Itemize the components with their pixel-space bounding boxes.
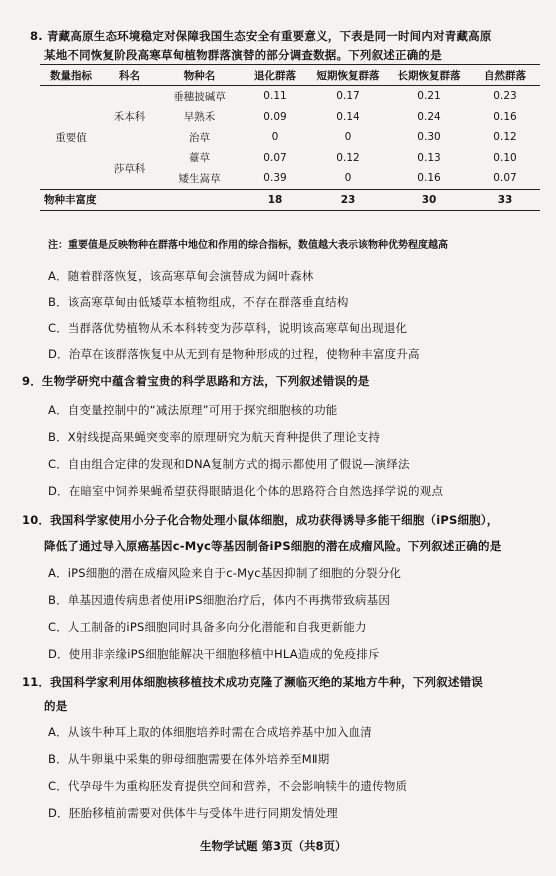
q10-stem-line1: 10．我国科学家使用小分子化合物处理小鼠体细胞，成功获得诱导多能干细胞（iPS细胞）， — [22, 513, 499, 527]
q11-option-d: D．胚胎移植前需要对供体牛与受体牛进行同期发情处理 — [48, 806, 338, 820]
header-cell: 长期恢复群落 — [388, 65, 470, 86]
richness-label: 物种丰富度 — [40, 189, 242, 211]
value-cell: 0 — [344, 131, 352, 144]
table-row — [40, 86, 540, 107]
value-cell: 0.12 — [336, 151, 360, 164]
header-cell: 退化群落 — [242, 65, 308, 86]
q11-stem-line1: 11．我国科学家利用体细胞核移植技术成功克隆了濒临灭绝的某地方牛种，下列叙述错误 — [22, 675, 483, 689]
value-cell: 0 — [344, 172, 352, 185]
value-cell: 30 — [388, 189, 470, 211]
q11-stem-line2: 的是 — [44, 699, 68, 713]
q8-option-c: C．当群落优势植物从禾本科转变为莎草科，说明该高寒草甸出现退化 — [48, 321, 408, 335]
species-cell: 垂穗披碱草 — [173, 90, 226, 103]
q8-stem-line1: 8. 青藏高原生态环境稳定对保障我国生态安全有重要意义，下表是同一时间内对青藏高原 — [30, 29, 492, 43]
q8-option-b: B．该高寒草甸由低矮草本植物组成，不存在群落垂直结构 — [48, 295, 349, 309]
q9-option-a: A．自变量控制中的“减法原理”可用于探究细胞核的功能 — [48, 403, 338, 417]
value-cell: 23 — [308, 189, 388, 211]
header-cell: 自然群落 — [470, 65, 540, 86]
value-cell: 0.14 — [336, 110, 360, 123]
page-footer: 生物学试题 第3页（共8页） — [200, 839, 347, 853]
value-cell: 0.24 — [417, 110, 441, 123]
q10-stem-line2: 降低了通过导入原癌基因c-Myc等基因制备iPS细胞的潜在成瘤风险。下列叙述正确的是 — [44, 539, 502, 553]
species-cell: 薹草 — [189, 152, 210, 165]
value-cell: 0.07 — [493, 172, 517, 185]
header-cell: 物种名 — [157, 65, 242, 86]
header-cell: 短期恢复群落 — [308, 65, 388, 86]
group-label: 重要值 — [55, 131, 87, 144]
value-cell: 0.30 — [417, 131, 441, 144]
table-row-richness — [40, 189, 540, 211]
q11-option-b: B．从牛卵巢中采集的卵母细胞需要在体外培养至MⅡ期 — [48, 752, 330, 766]
header-cell: 数量指标 — [40, 65, 102, 86]
q10-option-b: B．单基因遗传病患者使用iPS细胞治疗后，体内不再携带致病基因 — [48, 593, 391, 607]
value-cell: 0.23 — [493, 90, 517, 103]
q10-option-d: D．使用非亲缘iPS细胞能解决干细胞移植中HLA造成的免疫排斥 — [48, 647, 380, 661]
value-cell: 0.16 — [493, 110, 517, 123]
q11-option-a: A．从该牛种耳上取的体细胞培养时需在合成培养基中加入血清 — [48, 725, 372, 739]
value-cell: 0.09 — [263, 110, 287, 123]
q9-option-c: C．自由组合定律的发现和DNA复制方式的揭示都使用了假说—演绎法 — [48, 457, 410, 471]
value-cell: 18 — [242, 189, 308, 211]
species-cell: 矮生嵩草 — [178, 172, 221, 185]
value-cell: 0.10 — [493, 151, 517, 164]
family-label: 莎草科 — [113, 162, 146, 175]
value-cell: 0 — [271, 131, 279, 144]
value-cell: 0.39 — [263, 172, 287, 185]
value-cell: 0.17 — [336, 90, 360, 103]
q9-option-d: D．在暗室中饲养果蝇希望获得眼睛退化个体的思路符合自然选择学说的观点 — [48, 484, 444, 498]
value-cell: 0.13 — [417, 151, 441, 164]
q8-table-note: 注：重要值是反映物种在群落中地位和作用的综合指标，数值越大表示该物种优势程度越高 — [48, 240, 448, 251]
table-header-row — [40, 65, 540, 86]
q10-option-c: C．人工制备的iPS细胞同时具备多向分化潜能和自我更新能力 — [48, 620, 367, 634]
q8-stem-line2: 某地不同恢复阶段高寒草甸植物群落演替的部分调查数据。下列叙述正确的是 — [44, 48, 442, 62]
q8-option-d: D．治草在该群落恢复中从无到有是物种形成的过程，使物种丰富度升高 — [48, 347, 420, 361]
header-cell: 科名 — [102, 65, 157, 86]
value-cell: 0.16 — [417, 172, 441, 185]
value-cell: 33 — [470, 189, 540, 211]
q9-stem: 9．生物学研究中蕴含着宝贵的科学思路和方法，下列叙述错误的是 — [22, 374, 370, 388]
value-cell: 0.21 — [417, 90, 441, 103]
q8-data-table — [40, 64, 540, 211]
value-cell: 0.07 — [263, 151, 287, 164]
q9-option-b: B．X射线提高果蝇突变率的原理研究为航天育种提供了理论支持 — [48, 430, 381, 444]
table-row — [40, 148, 540, 169]
species-cell: 早熟禾 — [183, 111, 216, 124]
species-cell: 治草 — [189, 131, 210, 144]
q8-option-a: A．随着群落恢复，该高寒草甸会演替成为阔叶森林 — [48, 269, 314, 283]
value-cell: 0.11 — [263, 90, 287, 103]
q10-option-a: A．iPS细胞的潜在成瘤风险来自于c-Myc基因抑制了细胞的分裂分化 — [48, 566, 402, 580]
value-cell: 0.12 — [493, 131, 517, 144]
q11-option-c: C．代孕母牛为重构胚发育提供空间和营养，不会影响犊牛的遗传物质 — [48, 779, 408, 793]
family-label: 禾本科 — [113, 111, 146, 124]
